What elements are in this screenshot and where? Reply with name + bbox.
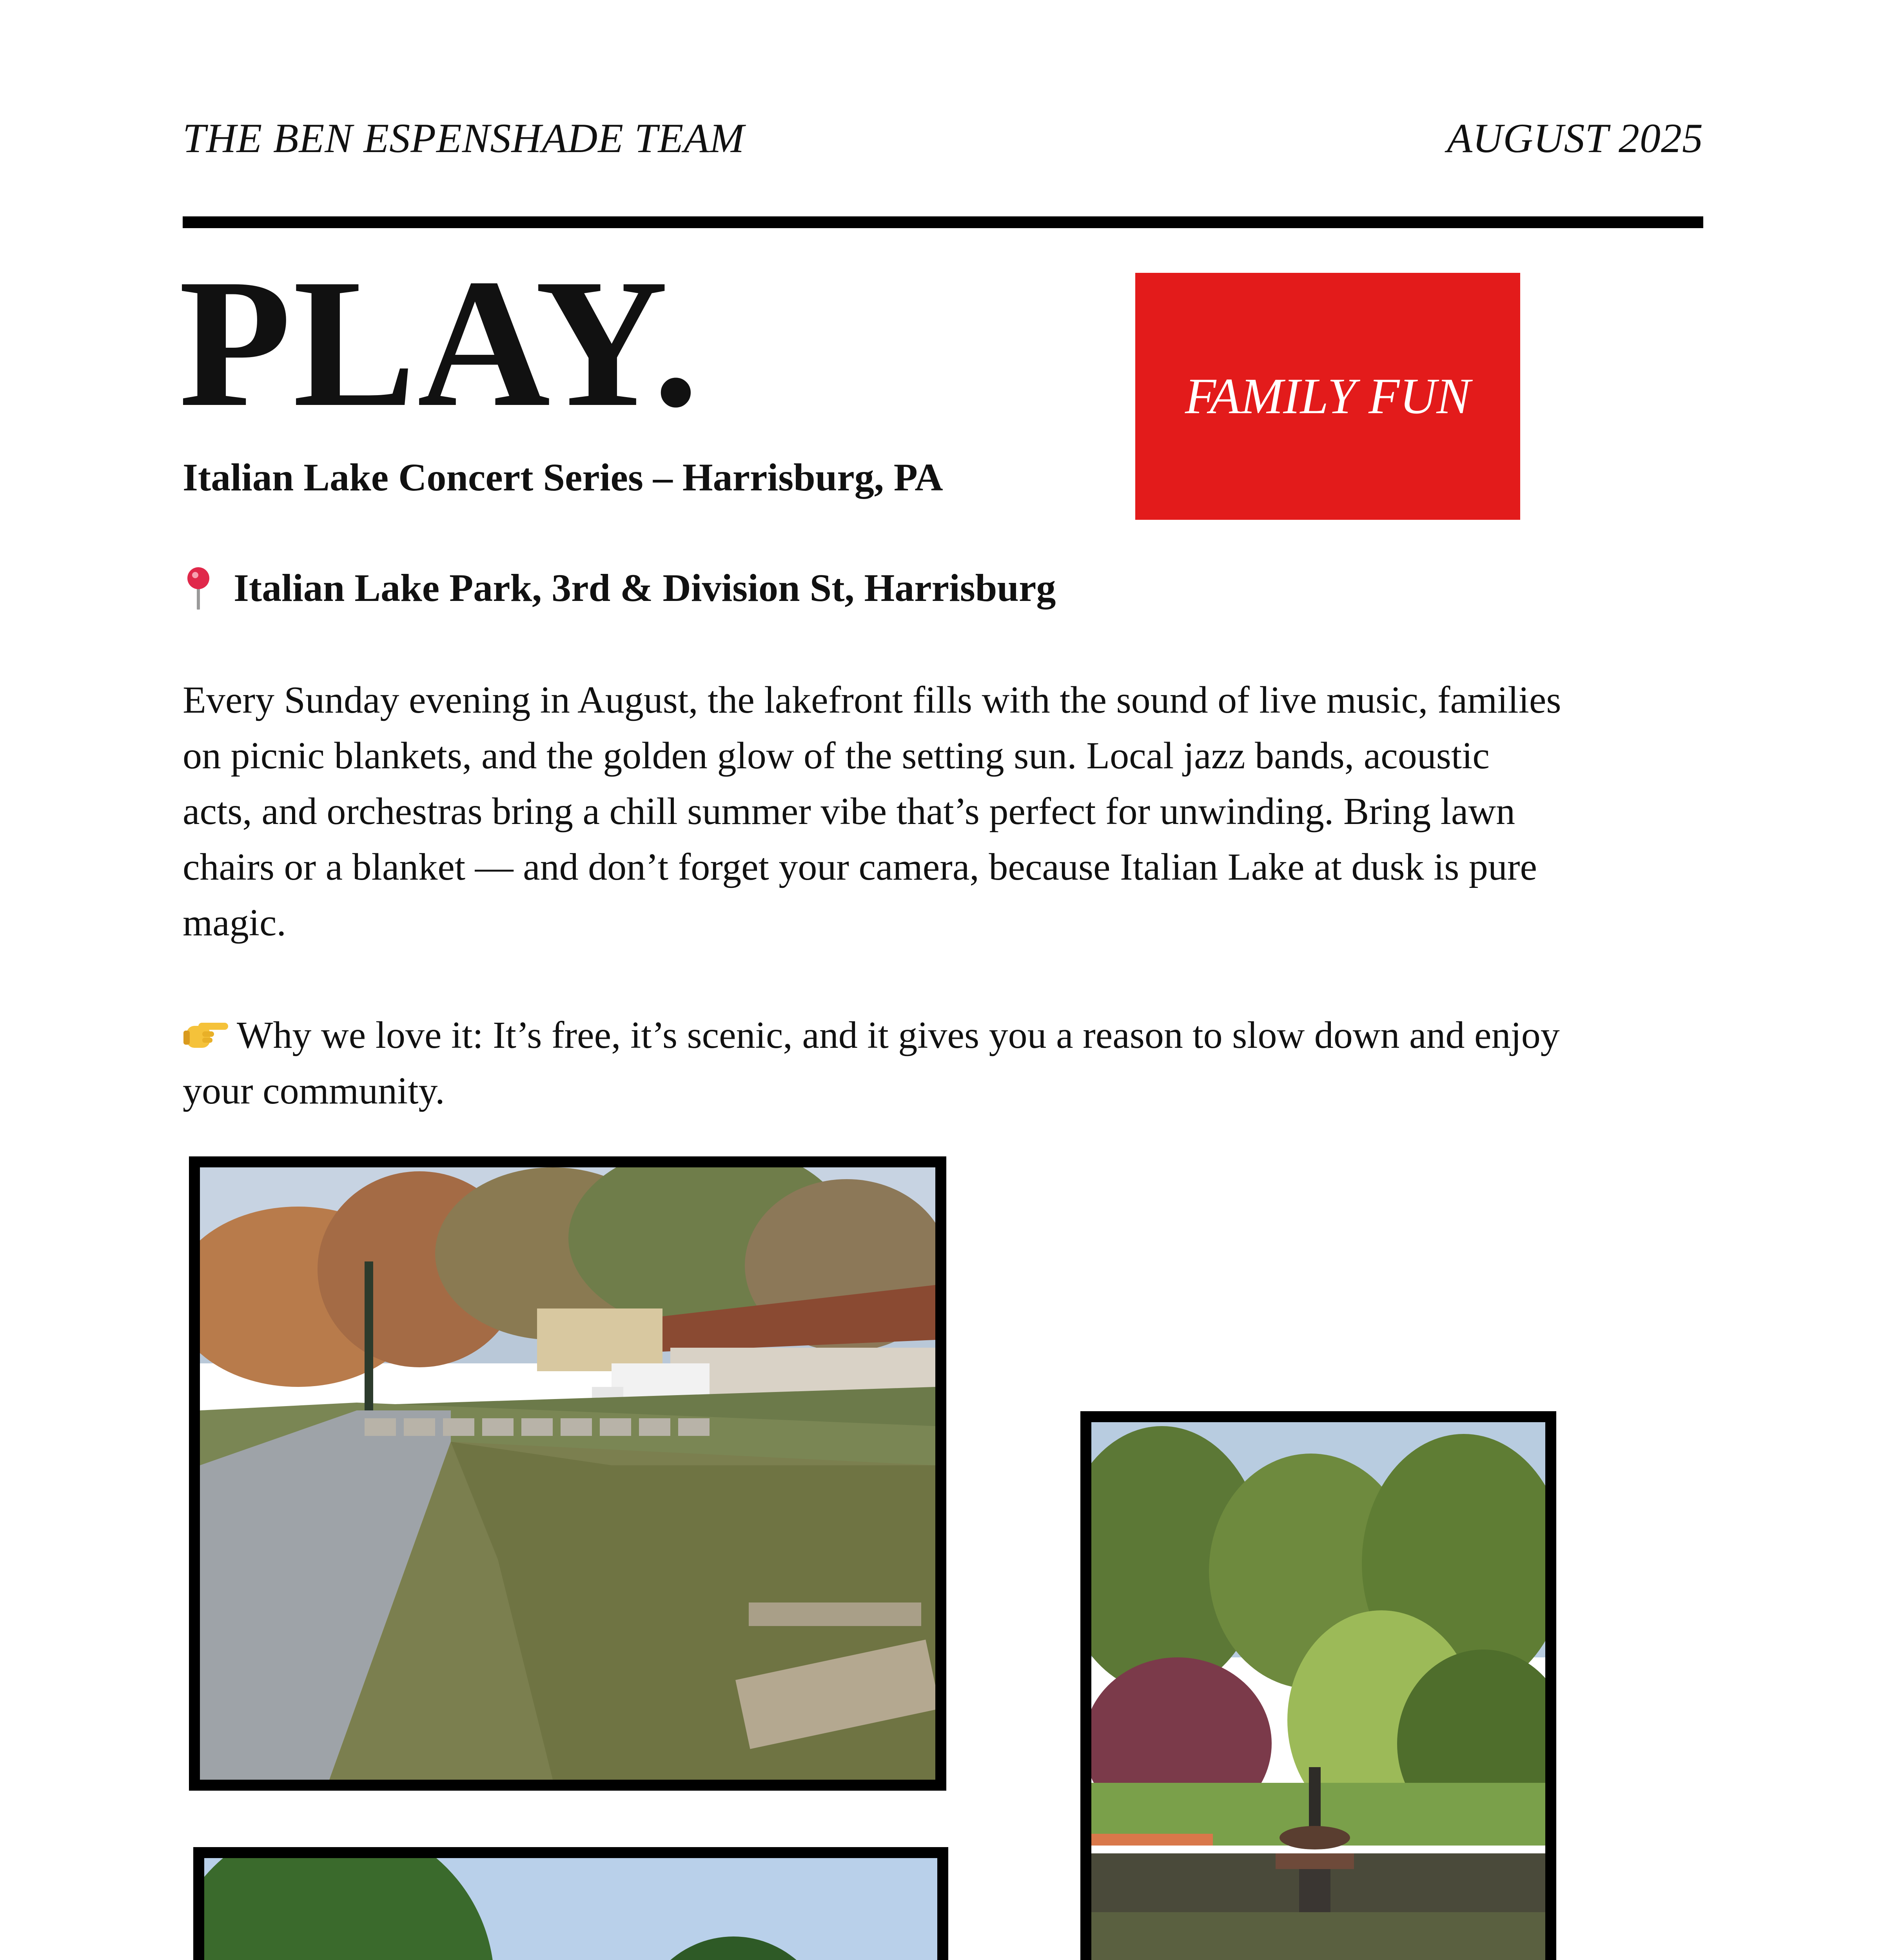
bandshell-photo (189, 1156, 946, 1791)
pointing-hand-icon (183, 1010, 229, 1041)
event-location (183, 565, 1056, 610)
badge-label: FAMILY FUN (1185, 368, 1471, 425)
tower-photo (193, 1847, 948, 1960)
fountain-photo (1080, 1411, 1556, 1960)
event-name: Italian Lake Concert Series – Harrisburg, PA (183, 456, 943, 499)
header-rule (183, 216, 1703, 228)
issue-date: AUGUST 2025 (1447, 115, 1703, 161)
pin-icon (183, 566, 214, 610)
location-text: Italian Lake Park, 3rd & Division St, Harrisburg (234, 566, 1056, 610)
page-title: PLAY. (179, 241, 701, 445)
event-description: Every Sunday evening in August, the lakefront fills with the sound of live music, families on picnic blankets, and the golden glow of the setting sun. Local jazz bands, acoustic acts, and orchestras bring a chill summer vibe that’s perfect for unwinding. Bring lawn chairs or a blanket — and don’t forget your camera, because Italian Lake at dusk is pure magic. (183, 679, 1561, 944)
team-name: THE BEN ESPENSHADE TEAM (183, 115, 745, 161)
why-text: Why we love it: It’s free, it’s scenic, and it gives you a reason to slow down and enjoy your community. (183, 1014, 1560, 1112)
why-we-love-it (183, 1007, 1563, 1119)
category-badge (1135, 273, 1520, 520)
